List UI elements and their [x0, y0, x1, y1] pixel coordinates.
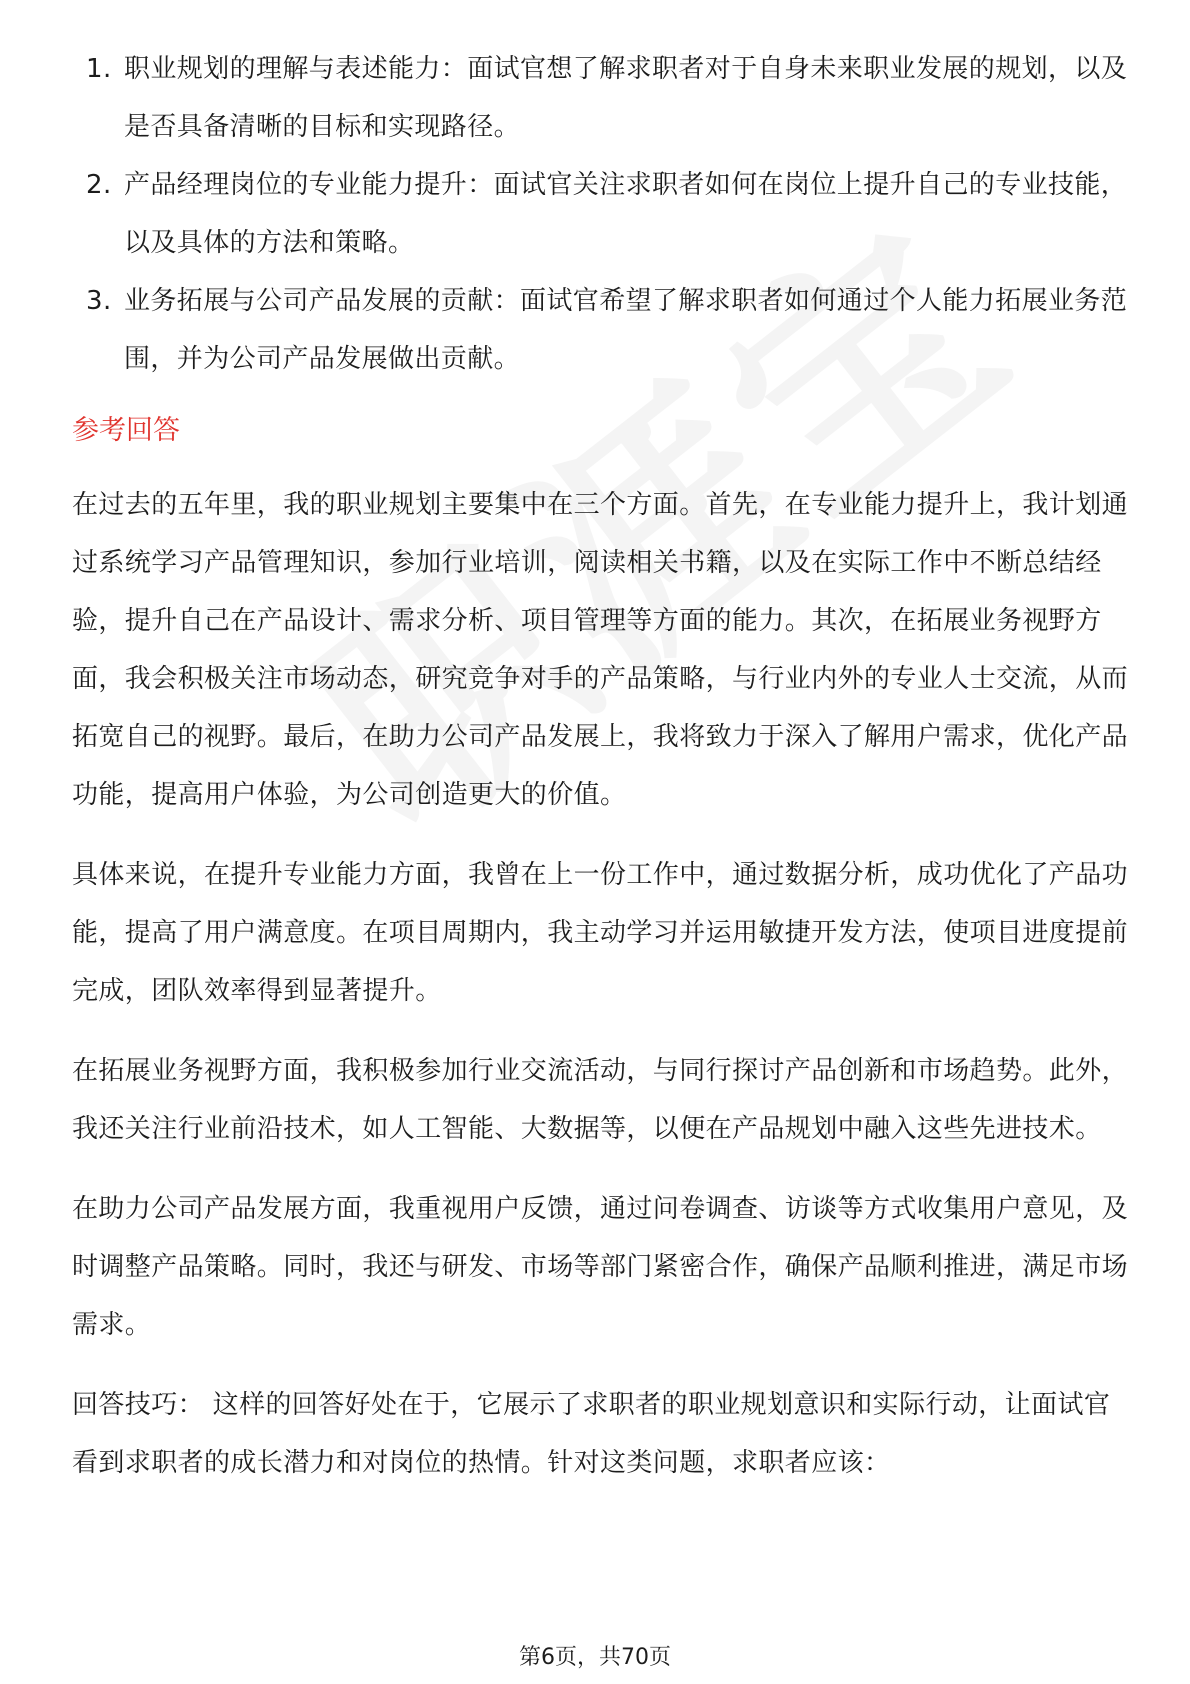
answer-paragraph: 在过去的五年里，我的职业规划主要集中在三个方面。首先，在专业能力提升上，我计划通过系统学习产品管理知识，参加行业培训，阅读相关书籍，以及在实际工作中不断总结经验，提升自己在产品设计、需求分析、项目管理等方面的能力。其次，在拓展业务视野方面，我会积极关注市场动态，研究竞争对手的产品策略，与行业内外的专业人士交流，从而拓宽自己的视野。最后，在助力公司产品发展上，我将致力于深入了解用户需求，优化产品功能，提高用户体验，为公司创造更大的价值。	[72, 490, 1129, 810]
list-item-text: 产品经理岗位的专业能力提升：面试官关注求职者如何在岗位上提升自己的专业技能，以及具体的方法和策略。	[124, 170, 1128, 258]
list-item-text: 业务拓展与公司产品发展的贡献：面试官希望了解求职者如何通过个人能力拓展业务范围，并为公司产品发展做出贡献。	[124, 286, 1128, 374]
list-item	[72, 156, 1132, 272]
answer-paragraph: 具体来说，在提升专业能力方面，我曾在上一份工作中，通过数据分析，成功优化了产品功能，提高了用户满意度。在项目周期内，我主动学习并运用敏捷开发方法，使项目进度提前完成，团队效率得到显著提升。	[72, 860, 1129, 1006]
section-heading-reference-answer: 参考回答	[72, 415, 180, 446]
list-item-number: 1.	[86, 54, 112, 84]
list-item-number: 3.	[86, 286, 112, 316]
answer-tips-paragraph: 回答技巧： 这样的回答好处在于，它展示了求职者的职业规划意识和实际行动，让面试官看到求职者的成长潜力和对岗位的热情。针对这类问题，求职者应该：	[72, 1390, 1111, 1478]
question-list	[72, 40, 1132, 388]
answer-paragraph: 在拓展业务视野方面，我积极参加行业交流活动，与同行探讨产品创新和市场趋势。此外，我还关注行业前沿技术，如人工智能、大数据等，以便在产品规划中融入这些先进技术。	[72, 1056, 1129, 1144]
list-item-number: 2.	[86, 170, 112, 200]
list-item	[72, 272, 1132, 388]
answer-paragraph: 在助力公司产品发展方面，我重视用户反馈，通过问卷调查、访谈等方式收集用户意见，及时调整产品策略。同时，我还与研发、市场等部门紧密合作，确保产品顺利推进，满足市场需求。	[72, 1194, 1129, 1340]
page-number: 第6页，共70页	[519, 1645, 671, 1670]
list-item-text: 职业规划的理解与表述能力：面试官想了解求职者对于自身未来职业发展的规划，以及是否具备清晰的目标和实现路径。	[124, 54, 1128, 142]
list-item	[72, 40, 1132, 156]
page-content	[72, 40, 1132, 1492]
